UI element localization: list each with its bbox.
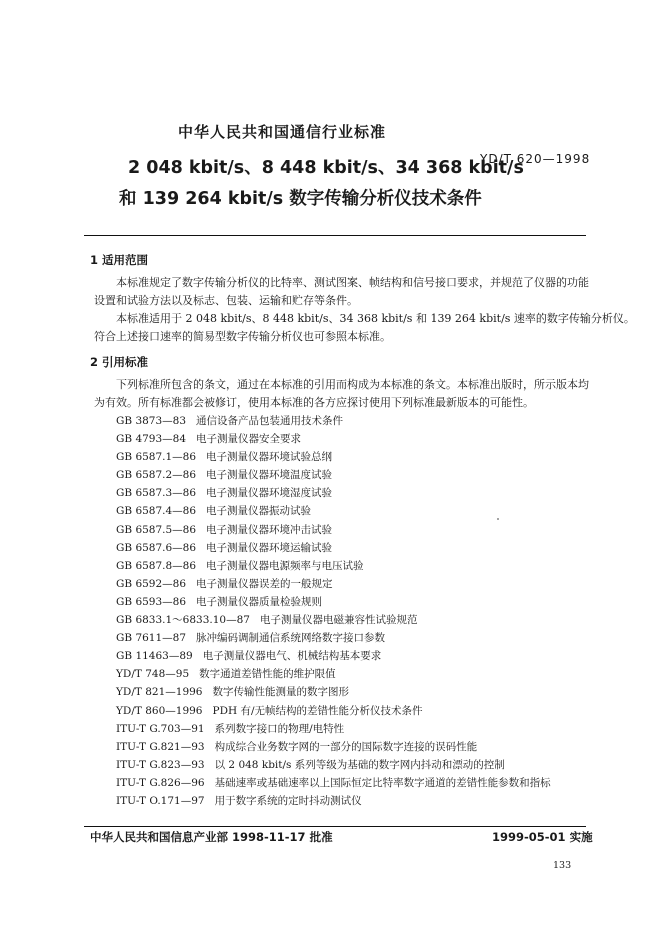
reference-item — [116, 738, 551, 756]
reference-item — [116, 774, 551, 792]
section2-para-line2: 为有效。所有标准都会被修订，使用本标准的各方应探讨使用下列标准最新版本的可能性。 — [94, 396, 534, 409]
reference-title: 电子测量仪器环境温度试验 — [206, 469, 333, 482]
section1-heading: 1 适用范围 — [90, 253, 149, 267]
reference-code: ITU-T O.171—97 — [116, 794, 205, 807]
reference-title: 电子测量仪器电源频率与电压试验 — [206, 559, 364, 572]
reference-item — [116, 575, 551, 593]
header-divider — [84, 235, 586, 236]
reference-item — [116, 720, 551, 738]
reference-title: 通信设备产品包装通用技术条件 — [196, 415, 344, 427]
reference-title: 脉冲编码调制通信系统网络数字接口参数 — [196, 632, 386, 645]
reference-item — [116, 683, 551, 701]
approval-line: 中华人民共和国信息产业部 1998-11-17 批准 — [90, 830, 333, 844]
reference-item — [116, 502, 551, 520]
reference-code: GB 6593—86 — [116, 595, 187, 608]
reference-code: YD/T 821—1996 — [116, 686, 203, 699]
reference-item — [116, 466, 551, 484]
standard-number: YD/T 620—1998 — [480, 152, 591, 166]
reference-title: 电子测量仪器电磁兼容性试验规范 — [259, 614, 418, 627]
reference-item — [116, 521, 551, 539]
reference-item — [116, 611, 551, 629]
reference-item — [116, 629, 551, 647]
reference-title: 数字传输性能测量的数字图形 — [212, 686, 349, 699]
reference-item — [116, 593, 551, 611]
reference-code: ITU-T G.826—96 — [116, 776, 205, 789]
reference-title: 电子测量仪器电气、机械结构基本要求 — [202, 650, 382, 663]
reference-code: GB 6587.2—86 — [116, 469, 197, 482]
reference-item — [116, 647, 551, 665]
reference-title: 电子测量仪器环境湿度试验 — [206, 487, 333, 500]
reference-code: GB 7611—87 — [116, 632, 187, 645]
reference-item — [116, 557, 551, 575]
reference-code: ITU-T G.703—91 — [116, 722, 205, 735]
page-number: 133 — [553, 860, 572, 871]
reference-code: GB 6587.5—86 — [116, 523, 197, 536]
reference-list — [116, 412, 551, 810]
reference-title: 电子测量仪器环境冲击试验 — [206, 523, 333, 536]
reference-code: GB 3873—83 — [116, 415, 187, 427]
reference-title: 以 2 048 kbit/s 系列等级为基础的数字网内抖动和漂动的控制 — [214, 758, 505, 771]
reference-item — [116, 539, 551, 557]
reference-code: GB 6587.4—86 — [116, 505, 197, 518]
reference-code: GB 11463—89 — [116, 650, 193, 663]
reference-title: 系列数字接口的物理/电特性 — [214, 722, 345, 735]
reference-item — [116, 792, 551, 810]
reference-title: 电子测量仪器振动试验 — [206, 505, 312, 518]
reference-item — [116, 756, 551, 774]
section1-para1-line2: 设置和试验方法以及标志、包装、运输和贮存等条件。 — [94, 294, 358, 307]
reference-title: 构成综合业务数字网的一部分的国际数字连接的误码性能 — [214, 740, 478, 753]
reference-title: 用于数字系统的定时抖动测试仪 — [214, 794, 362, 807]
reference-code: GB 6592—86 — [116, 577, 187, 590]
section1-para1-line1: 本标准规定了数字传输分析仪的比特率、测试图案、帧结构和信号接口要求，并规范了仪器的功能 — [116, 276, 589, 289]
reference-item — [116, 448, 551, 466]
scan-speck — [497, 518, 499, 520]
issuing-standard-title: 中华人民共和国通信行业标准 — [178, 123, 387, 141]
reference-title: 电子测量仪器环境试验总纲 — [206, 451, 333, 464]
reference-code: GB 6587.3—86 — [116, 487, 197, 500]
reference-title: 数字通道差错性能的维护限值 — [199, 668, 336, 681]
reference-title: 基础速率或基础速率以上国际恒定比特率数字通道的差错性能参数和指标 — [214, 776, 551, 789]
reference-code: GB 6587.6—86 — [116, 541, 197, 554]
reference-code: GB 4793—84 — [116, 433, 187, 446]
reference-title: 电子测量仪器安全要求 — [196, 433, 302, 446]
reference-code: GB 6587.1—86 — [116, 451, 197, 464]
reference-title: 电子测量仪器质量检验规则 — [196, 595, 323, 608]
reference-item — [116, 484, 551, 502]
document-title-line2: 和 139 264 kbit/s 数字传输分析仪技术条件 — [119, 189, 482, 209]
reference-title: 电子测量仪器误差的一般规定 — [196, 577, 333, 590]
reference-item — [116, 412, 551, 430]
reference-item — [116, 665, 551, 683]
section2-para-line1: 下列标准所包含的条文，通过在本标准的引用而构成为本标准的条文。本标准出版时，所示版本均 — [116, 378, 589, 391]
section1-para2-line1: 本标准适用于 2 048 kbit/s、8 448 kbit/s、34 368 kbit/s 和 139 264 kbit/s 速率的数字传输分析仪。 — [116, 312, 635, 325]
implementation-date: 1999-05-01 实施 — [492, 830, 593, 844]
section1-para2-line2: 符合上述接口速率的简易型数字传输分析仪也可参照本标准。 — [94, 330, 391, 343]
document-title-line1: 2 048 kbit/s、8 448 kbit/s、34 368 kbit/s — [128, 158, 524, 178]
reference-code: ITU-T G.823—93 — [116, 758, 205, 771]
section2-heading: 2 引用标准 — [90, 355, 149, 369]
reference-title: 电子测量仪器环境运输试验 — [206, 541, 333, 554]
reference-code: ITU-T G.821—93 — [116, 740, 205, 753]
reference-item — [116, 430, 551, 448]
reference-code: GB 6587.8—86 — [116, 559, 197, 572]
reference-code: YD/T 860—1996 — [116, 704, 203, 717]
reference-title: PDH 有/无帧结构的差错性能分析仪技术条件 — [212, 704, 423, 717]
reference-item — [116, 702, 551, 720]
reference-code: YD/T 748—95 — [116, 668, 190, 681]
reference-code: GB 6833.1～6833.10—87 — [116, 614, 250, 627]
footer-divider — [84, 826, 586, 827]
